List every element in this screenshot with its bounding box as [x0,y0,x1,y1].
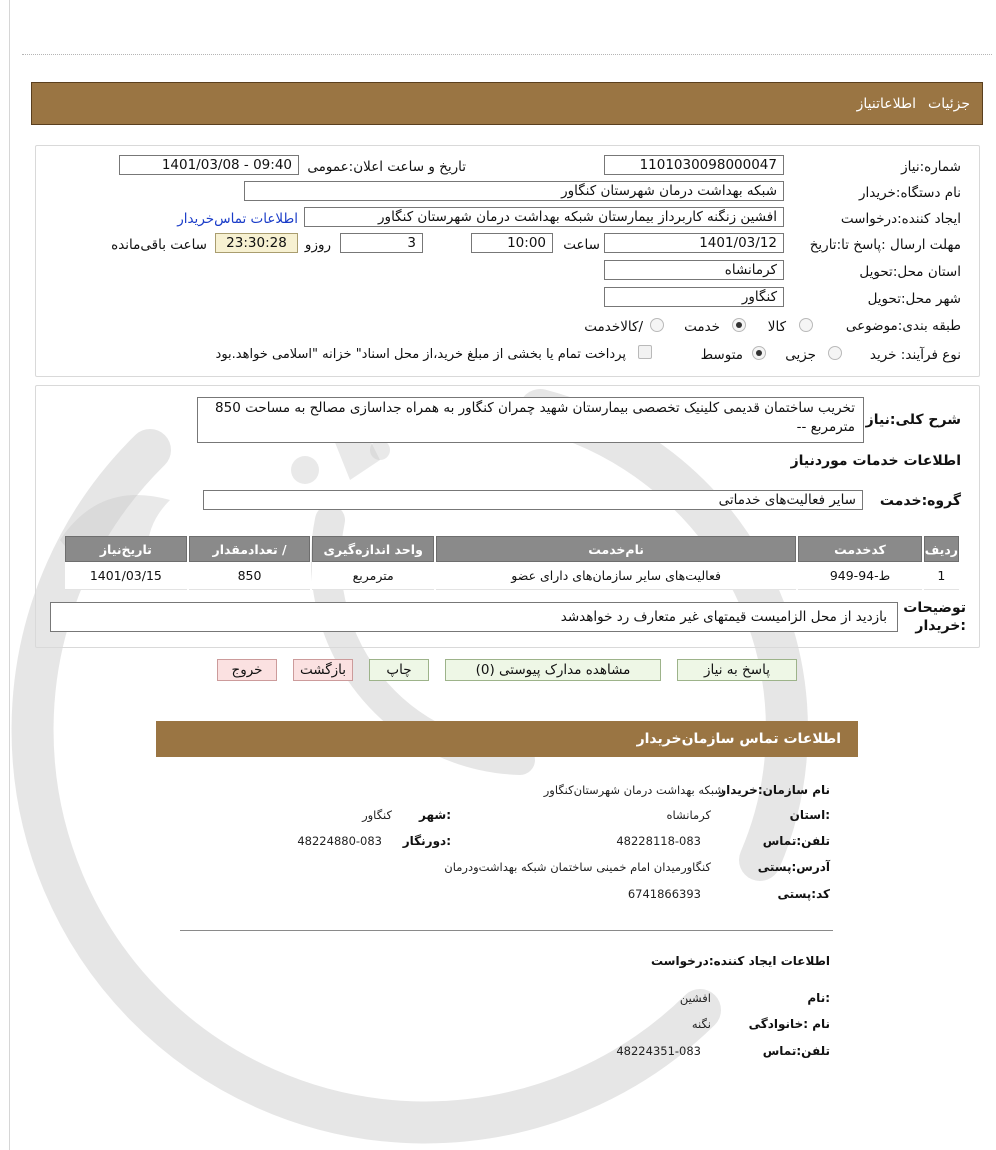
org-name-label: نام سازمان:خریدار [719,783,830,797]
buyer-contact-bar [156,721,858,757]
contact-phone-label: تلفن:تماس [762,834,830,848]
buyer-notes-label-2: :خریدار [915,618,966,634]
services-table [63,536,961,590]
delivery-province-field: کرمانشاه [604,260,784,280]
deadline-time-field: 10:00 [471,233,553,253]
postal-address-value: کنگاورمیدان امام خمینی ساختمان شبکه بهداشت‌ودرمان [444,860,711,874]
cell-quantity: 850 [189,562,311,590]
process-minor-label: جزیی [785,347,816,363]
request-creator-field: افشین زنگنه کاربرداز بیمارستان شبکه بهداشت درمان شهرستان کنگاور [304,207,784,227]
tab-need-info[interactable]: اطلاعاتنیاز [856,96,916,112]
creator-phone-label: تلفن:تماس [762,1044,830,1058]
buyer-org-label: نام دستگاه:خریدار [858,185,961,201]
col-service-code: کدخدمت [798,536,922,562]
cell-row: 1 [924,562,959,590]
announce-date-field: 1401/03/08 - 09:40 [119,155,299,175]
cell-unit: مترمربع [312,562,434,590]
back-button[interactable]: بازگشت [293,659,353,681]
deadline-label: مهلت ارسال :پاسخ تا:تاریخ [809,237,961,253]
buyer-contact-title: اطلاعات تماس سازمان‌خریدار [636,731,841,747]
treasury-payment-label: پرداخت تمام یا بخشی از مبلغ خرید،از محل اسناد" خزانه "اسلامی خواهد.بود [215,347,626,362]
need-number-label: شماره:نیاز [901,159,961,175]
deadline-time-label: ساعت [563,237,600,253]
contact-phone-value: 48228118-083 [616,834,701,848]
buyer-notes-label-1: توضیحات [903,600,966,616]
process-medium-radio[interactable] [752,346,766,360]
contact-province-label: :استان [789,808,830,822]
category-goods-service-radio[interactable] [650,318,664,332]
buyer-org-field: شبکه بهداشت درمان شهرستان کنگاور [244,181,784,201]
page-top-divider [22,54,992,55]
treasury-payment-checkbox[interactable] [638,345,652,359]
creator-family-label: نام :خانوادگی [748,1017,830,1031]
process-minor-radio[interactable] [828,346,842,360]
need-number-field: 1101030098000047 [604,155,784,175]
contact-city-value: کنگاور [362,808,392,822]
page-left-rule [9,0,10,1150]
top-header-bar [31,82,983,125]
summary-label: شرح کلی:نیاز [865,412,961,428]
request-creator-label: ایجاد کننده:درخواست [840,211,961,227]
col-unit: واحد اندازه‌گیری [312,536,434,562]
org-name-value: شبکه بهداشت درمان شهرستان‌کنگاور [543,783,724,797]
summary-text: تخریب ساختمان قدیمی کلینیک تخصصی بیمارستان شهید چمران کنگاور به همراه جداسازی مصالح به مساحت 850 مترمربع -- [197,397,864,443]
cell-service-name: فعالیت‌های سایر سازمان‌های دارای عضو [436,562,796,590]
contact-city-label: :شهر [419,808,451,822]
days-label: روزو [304,237,331,253]
delivery-city-label: شهر محل:تحویل [867,291,961,307]
creator-name-label: :نام [807,991,830,1005]
print-button[interactable]: چاپ [369,659,429,681]
remaining-time-label: ساعت باقی‌مانده [111,237,207,253]
category-service-label: خدمت [684,319,720,335]
delivery-province-label: استان محل:تحویل [859,264,961,280]
process-type-label: نوع فرآیند: خرید [869,347,961,363]
buyer-notes-field: بازدید از محل الزامیست قیمتهای غیر متعارف رد خواهدشد [50,602,898,632]
table-row [65,562,959,590]
view-attachments-button[interactable]: مشاهده مدارک پیوستی (0) [445,659,661,681]
process-medium-label: متوسط [700,347,743,363]
creator-family-value: نگنه [691,1017,711,1031]
announce-date-label: تاریخ و ساعت اعلان:عمومی [307,159,466,175]
category-goods-radio[interactable] [799,318,813,332]
col-need-date: تاریخ‌نیاز [65,536,187,562]
delivery-city-field: کنگاور [604,287,784,307]
category-goods-label: کالا [767,319,786,335]
creator-phone-value: 48224351-083 [616,1044,701,1058]
buyer-contact-link[interactable]: اطلاعات تماس‌خریدار [177,211,298,227]
service-group-field: سایر فعالیت‌های خدماتی [203,490,863,510]
contact-divider [180,930,833,931]
category-goods-service-label: /کالاخدمت [584,319,643,335]
postal-code-value: 6741866393 [627,887,701,901]
cell-service-code: ط-94-949 [798,562,922,590]
contact-fax-label: :دورنگار [402,834,451,848]
col-quantity: / تعدادمقدار [189,536,311,562]
cell-need-date: 1401/03/15 [65,562,187,590]
need-info-panel [35,145,980,377]
postal-code-label: کد:پستی [777,887,830,901]
creator-name-value: افشین [679,991,711,1005]
reply-button[interactable]: پاسخ به نیاز [677,659,797,681]
contact-province-value: کرمانشاه [666,808,711,822]
remaining-days-field: 3 [340,233,423,253]
service-group-label: گروه:خدمت [879,493,961,509]
creator-info-title: اطلاعات ایجاد کننده:درخواست [650,954,830,968]
table-header-row [65,536,959,562]
category-service-radio[interactable] [732,318,746,332]
deadline-date-field: 1401/03/12 [604,233,784,253]
category-label: طبقه بندی:موضوعی [845,318,961,334]
tab-details[interactable]: جزئیات [928,96,970,112]
services-title: اطلاعات خدمات موردنیاز [790,453,961,469]
col-service-name: نام‌خدمت [436,536,796,562]
remaining-time-field: 23:30:28 [215,233,298,253]
contact-fax-value: 48224880-083 [297,834,382,848]
postal-address-label: آدرس:پستی [757,860,830,874]
exit-button[interactable]: خروج [217,659,277,681]
col-row: ردیف [924,536,959,562]
